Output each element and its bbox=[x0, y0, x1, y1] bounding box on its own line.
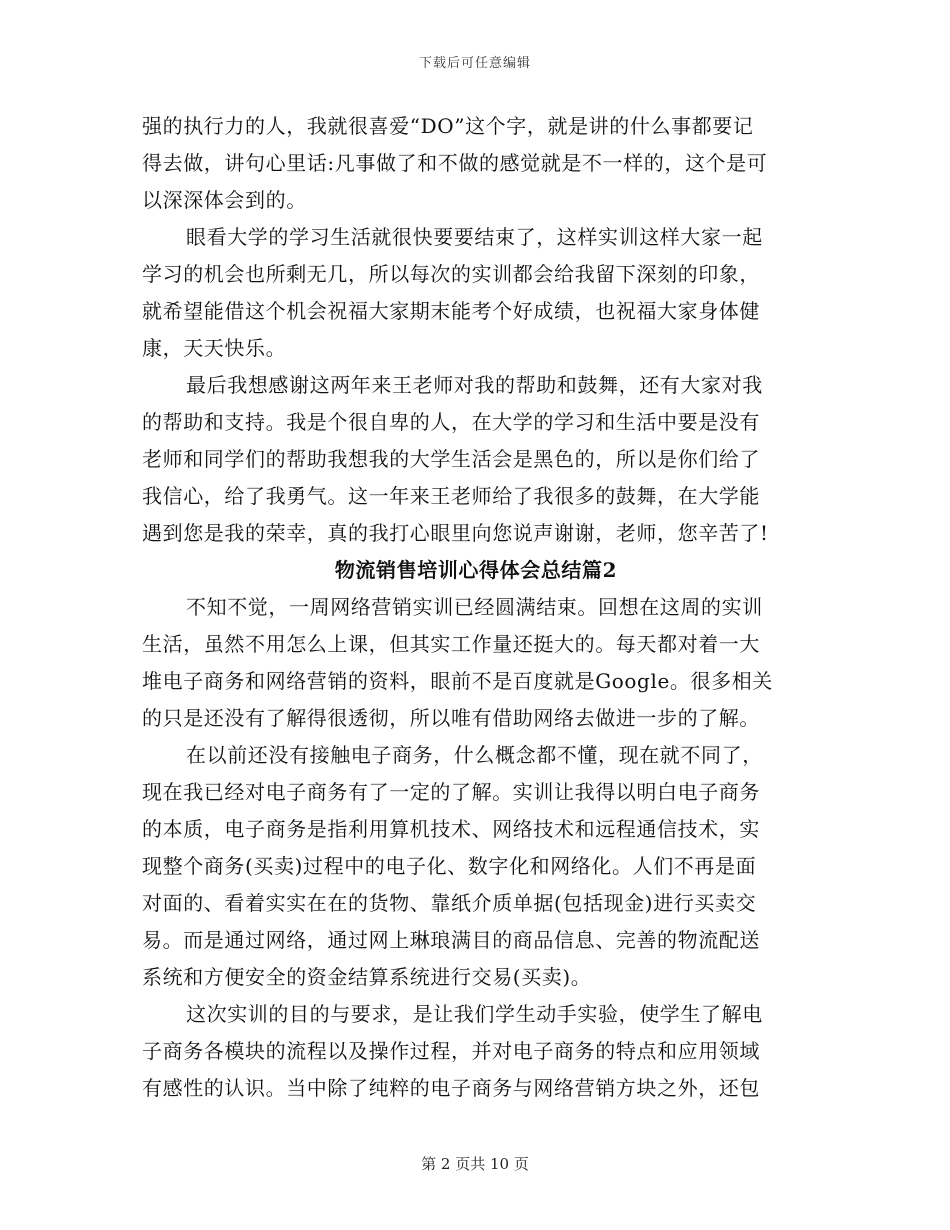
paragraph bbox=[142, 108, 810, 219]
text-line: 有感性的认识。当中除了纯粹的电子商务与网络营销方块之外，还包 bbox=[142, 1076, 760, 1100]
text-line: 的帮助和支持。我是个很自卑的人，在大学的学习和生活中要是没有 bbox=[142, 410, 760, 434]
paragraph bbox=[142, 737, 810, 996]
paragraph bbox=[142, 996, 810, 1107]
text-line: 遇到您是我的荣幸，真的我打心眼里向您说声谢谢，老师，您辛苦了! bbox=[142, 521, 769, 545]
text-line: 最后我想感谢这两年来王老师对我的帮助和鼓舞，还有大家对我 bbox=[186, 373, 763, 397]
paragraph bbox=[142, 589, 810, 737]
text-line: 得去做，讲句心里话:凡事做了和不做的感觉就是不一样的，这个是可 bbox=[142, 151, 768, 175]
text-line: 生活，虽然不用怎么上课，但其实工作量还挺大的。每天都对着一大 bbox=[142, 632, 760, 656]
text-line: 强的执行力的人，我就很喜爱“DO”这个字，就是讲的什么事都要记 bbox=[142, 114, 754, 138]
text-line: 现在我已经对电子商务有了一定的了解。实训让我得以明白电子商务 bbox=[142, 780, 760, 804]
text-line: 以深深体会到的。 bbox=[142, 188, 307, 212]
text-line: 康，天天快乐。 bbox=[142, 336, 287, 360]
document-body bbox=[142, 108, 810, 1107]
text-line: 的只是还没有了解得很透彻，所以唯有借助网络去做进一步的了解。 bbox=[142, 706, 760, 730]
text-line: 这次实训的目的与要求，是让我们学生动手实验，使学生了解电 bbox=[186, 1002, 763, 1026]
page-number: 第 2 页共 10 页 bbox=[421, 1155, 529, 1173]
paragraph bbox=[142, 219, 810, 367]
text-line: 的本质，电子商务是指利用算机技术、网络技术和远程通信技术，实 bbox=[142, 817, 760, 841]
text-line: 易。而是通过网络，通过网上琳琅满目的商品信息、完善的物流配送 bbox=[142, 928, 760, 952]
text-line: 不知不觉，一周网络营销实训已经圆满结束。回想在这周的实训 bbox=[186, 595, 763, 619]
text-line: 系统和方便安全的资金结算系统进行交易(买卖)。 bbox=[142, 965, 592, 989]
page-header: 下载后可任意编辑 bbox=[418, 56, 531, 71]
text-line: 在以前还没有接触电子商务，什么概念都不懂，现在就不同了， bbox=[186, 743, 763, 767]
text-line: 就希望能借这个机会祝福大家期末能考个好成绩，也祝福大家身体健 bbox=[142, 299, 760, 323]
text-line: 子商务各模块的流程以及操作过程，并对电子商务的特点和应用领域 bbox=[142, 1039, 760, 1063]
text-line: 老师和同学们的帮助我想我的大学生活会是黑色的，所以是你们给了 bbox=[142, 447, 760, 471]
text-line: 我信心，给了我勇气。这一年来王老师给了我很多的鼓舞，在大学能 bbox=[142, 484, 760, 508]
text-line: 堆电子商务和网络营销的资料，眼前不是百度就是Google。很多相关 bbox=[142, 669, 773, 693]
text-line: 现整个商务(买卖)过程中的电子化、数字化和网络化。人们不再是面 bbox=[142, 854, 757, 878]
paragraph bbox=[142, 367, 810, 552]
text-line: 学习的机会也所剩无几，所以每次的实训都会给我留下深刻的印象， bbox=[142, 262, 760, 286]
section-heading: 物流销售培训心得体会总结篇2 bbox=[334, 558, 618, 582]
text-line: 对面的、看着实实在在的货物、靠纸介质单据(包括现金)进行买卖交 bbox=[142, 891, 757, 915]
text-line: 眼看大学的学习生活就很快要要结束了，这样实训这样大家一起 bbox=[186, 225, 763, 249]
